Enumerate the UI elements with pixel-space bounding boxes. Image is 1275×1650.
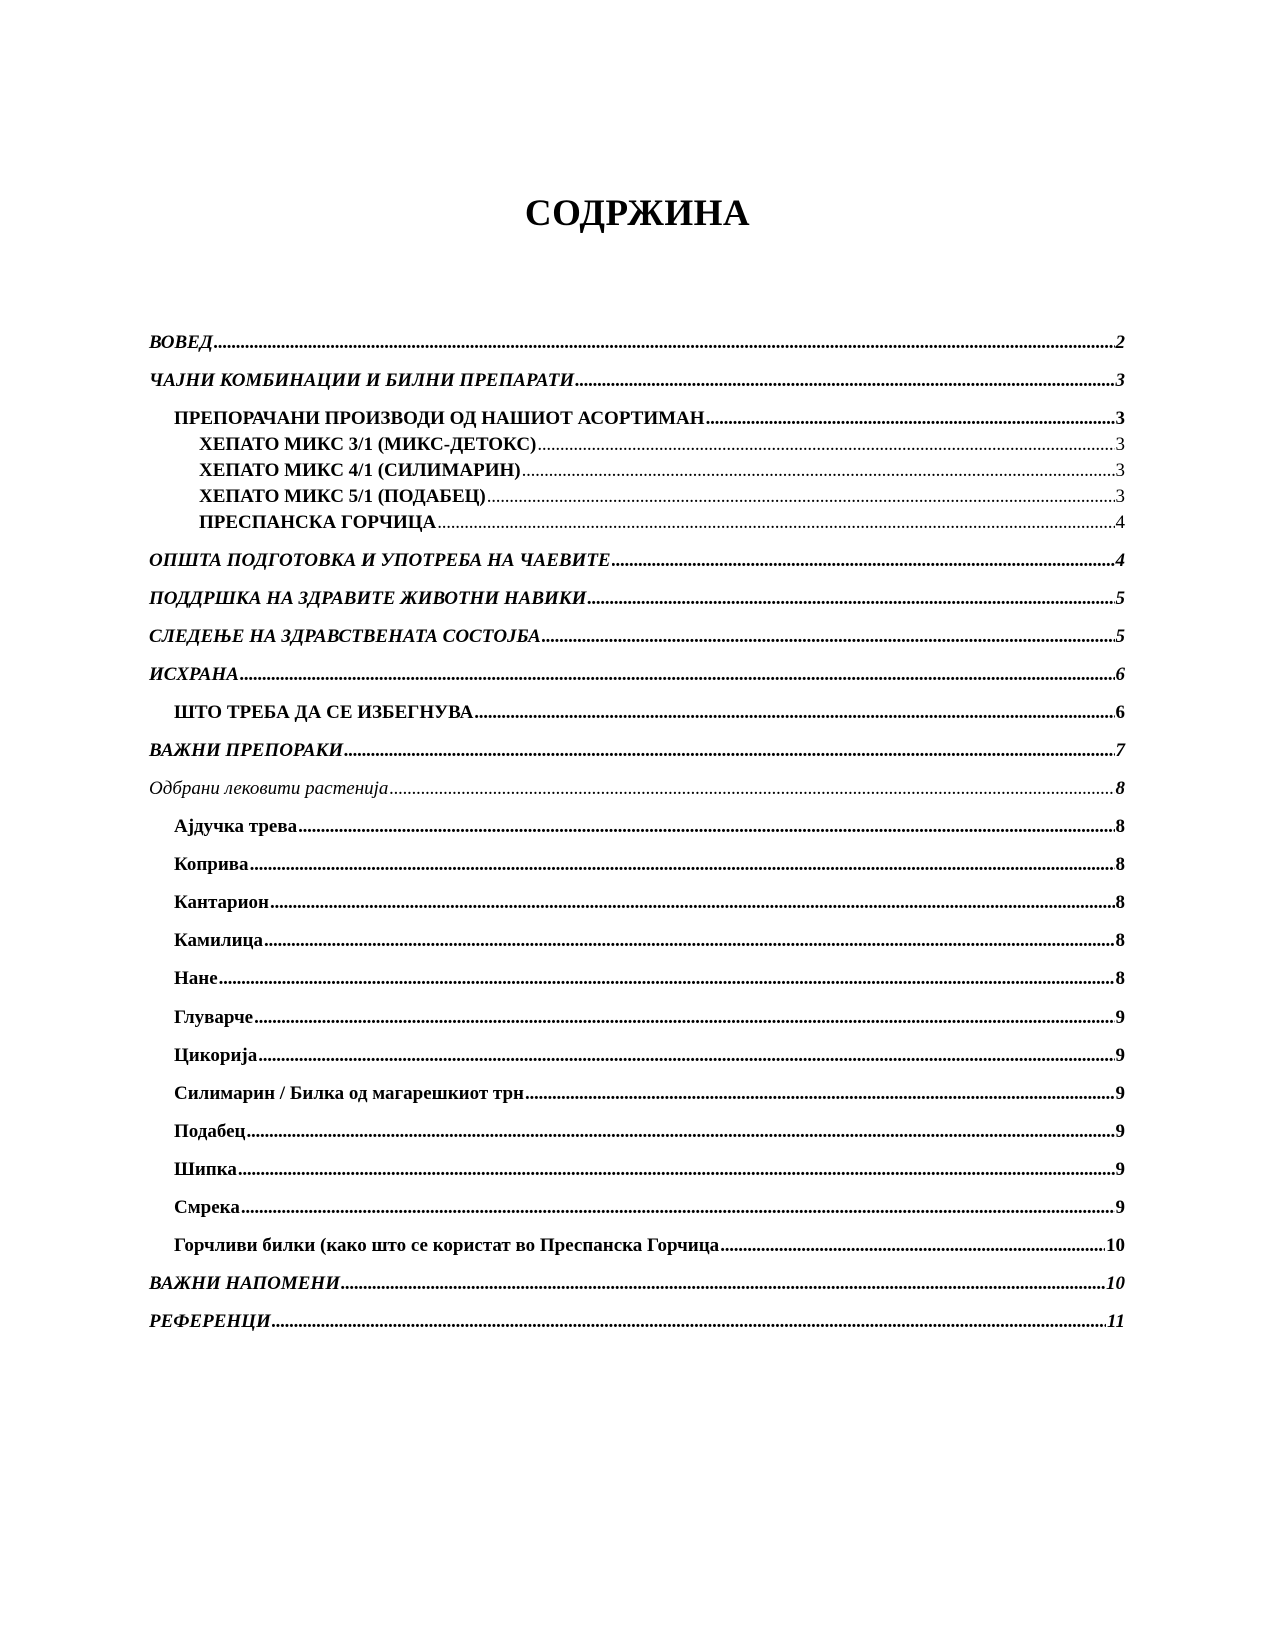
- toc-entry-bitter-herbs[interactable]: [174, 1235, 1125, 1257]
- toc-entry-label: Нане: [174, 968, 218, 989]
- dot-leader: [537, 434, 1114, 456]
- dot-leader: [487, 486, 1115, 508]
- toc-entry-page: 9: [1115, 1197, 1125, 1218]
- dot-leader: [474, 702, 1114, 724]
- toc-entry-page: 9: [1115, 1045, 1125, 1066]
- toc-entry-hepato-mix-5-1[interactable]: [199, 486, 1125, 508]
- toc-entry-page: 2: [1115, 332, 1125, 353]
- toc-entry-label: ОПШТА ПОДГОТОВКА И УПОТРЕБА НА ЧАЕВИТЕ: [149, 550, 611, 571]
- dot-leader: [240, 664, 1115, 686]
- toc-entry-label: Ајдучка трева: [174, 816, 298, 837]
- toc-entry-vovied[interactable]: [149, 332, 1125, 354]
- toc-entry-page: 11: [1107, 1311, 1125, 1332]
- dot-leader: [246, 1121, 1114, 1143]
- toc-entry-ajducka-treva[interactable]: [174, 816, 1125, 838]
- toc-entry-page: 9: [1115, 1121, 1125, 1142]
- toc-entry-page: 6: [1115, 702, 1125, 723]
- toc-entry-label: ВАЖНИ НАПОМЕНИ: [149, 1273, 340, 1294]
- toc-entry-label: ХЕПАТО МИКС 3/1 (МИКС-ДЕТОКС): [199, 434, 537, 455]
- toc-entry-label: Шипка: [174, 1159, 237, 1180]
- toc-entry-important-recommendations[interactable]: [149, 740, 1125, 762]
- toc-entry-label: ХЕПАТО МИКС 4/1 (СИЛИМАРИН): [199, 460, 521, 481]
- toc-entry-gluvarche[interactable]: [174, 1007, 1125, 1029]
- toc-entry-health-monitoring[interactable]: [149, 626, 1125, 648]
- toc-entry-silimarin[interactable]: [174, 1083, 1125, 1105]
- toc-entry-hepato-mix-3-1[interactable]: [199, 434, 1125, 456]
- toc-entry-page: 3: [1115, 370, 1125, 391]
- toc-entry-label: Горчливи билки (како што се користат во Преспанска Горчица: [174, 1235, 720, 1256]
- toc-entry-label: ПРЕПОРАЧАНИ ПРОИЗВОДИ ОД НАШИОТ АСОРТИМАН: [174, 408, 705, 429]
- toc-entry-page: 5: [1115, 588, 1125, 609]
- toc-entry-page: 3: [1115, 408, 1125, 429]
- toc-entry-shipka[interactable]: [174, 1159, 1125, 1181]
- toc-entry-cikorija[interactable]: [174, 1045, 1125, 1067]
- dot-leader: [264, 930, 1115, 952]
- toc-entry-important-notes[interactable]: [149, 1273, 1125, 1295]
- toc-entry-nutrition[interactable]: [149, 664, 1125, 686]
- toc-entry-label: ШТО ТРЕБА ДА СЕ ИЗБЕГНУВА: [174, 702, 474, 723]
- toc-entry-page: 4: [1115, 512, 1125, 533]
- toc-entry-smreka[interactable]: [174, 1197, 1125, 1219]
- toc-entry-page: 5: [1115, 626, 1125, 647]
- toc-entry-label: ПОДДРШКА НА ЗДРАВИТЕ ЖИВОТНИ НАВИКИ: [149, 588, 587, 609]
- toc-entry-label: ВОВЕД: [149, 332, 213, 353]
- toc-entry-label: ВАЖНИ ПРЕПОРАКИ: [149, 740, 344, 761]
- dot-leader: [389, 778, 1114, 800]
- dot-leader: [587, 588, 1114, 610]
- toc-entry-label: РЕФЕРЕНЦИ: [149, 1311, 271, 1332]
- toc-entry-page: 8: [1115, 816, 1125, 837]
- dot-leader: [525, 1083, 1114, 1105]
- toc-entry-page: 3: [1115, 486, 1125, 507]
- dot-leader: [238, 1159, 1115, 1181]
- toc-entry-page: 4: [1115, 550, 1125, 571]
- toc-entry-page: 10: [1106, 1273, 1125, 1294]
- toc-entry-general-preparation[interactable]: [149, 550, 1125, 572]
- toc-entry-tea-combinations[interactable]: [149, 370, 1125, 392]
- toc-entry-page: 9: [1115, 1159, 1125, 1180]
- toc-entry-page: 6: [1115, 664, 1125, 685]
- toc-entry-page: 3: [1115, 460, 1125, 481]
- toc-entry-kamilica[interactable]: [174, 930, 1125, 952]
- toc-entry-nane[interactable]: [174, 968, 1125, 990]
- dot-leader: [219, 968, 1115, 990]
- toc-entry-label: Силимарин / Билка од магарешкиот трн: [174, 1083, 525, 1104]
- dot-leader: [341, 1273, 1105, 1295]
- toc-entry-podabec[interactable]: [174, 1121, 1125, 1143]
- toc-entry-label: Кантарион: [174, 892, 269, 913]
- toc-entry-page: 10: [1106, 1235, 1125, 1256]
- dot-leader: [706, 408, 1115, 430]
- toc-entry-label: ИСХРАНА: [149, 664, 239, 685]
- toc-entry-page: 9: [1115, 1007, 1125, 1028]
- toc-entry-label: Смрека: [174, 1197, 240, 1218]
- dot-leader: [720, 1235, 1105, 1257]
- toc-entry-page: 3: [1115, 434, 1125, 455]
- dot-leader: [344, 740, 1114, 762]
- dot-leader: [254, 1007, 1114, 1029]
- dot-leader: [258, 1045, 1114, 1067]
- toc-entry-page: 8: [1115, 968, 1125, 989]
- dot-leader: [298, 816, 1114, 838]
- toc-entry-page: 9: [1115, 1083, 1125, 1104]
- page-title: СОДРЖИНА: [524, 193, 751, 234]
- dot-leader: [250, 854, 1115, 876]
- dot-leader: [542, 626, 1115, 648]
- toc-entry-kopriva[interactable]: [174, 854, 1125, 876]
- toc-entry-page: 8: [1115, 892, 1125, 913]
- dot-leader: [270, 892, 1115, 914]
- toc-entry-label: СЛЕДЕЊЕ НА ЗДРАВСТВЕНАТА СОСТОЈБА: [149, 626, 541, 647]
- toc-entry-references[interactable]: [149, 1311, 1125, 1333]
- dot-leader: [612, 550, 1115, 572]
- toc-entry-recommended-products[interactable]: [174, 408, 1125, 430]
- dot-leader: [214, 332, 1115, 354]
- toc-entry-prespanska-gorchica[interactable]: [199, 512, 1125, 534]
- toc-entry-page: 8: [1115, 930, 1125, 951]
- toc-entry-label: Цикорија: [174, 1045, 258, 1066]
- toc-entry-label: Коприва: [174, 854, 249, 875]
- toc-entry-label: ХЕПАТО МИКС 5/1 (ПОДАБЕЦ): [199, 486, 486, 507]
- dot-leader: [522, 460, 1115, 482]
- toc-entry-page: 8: [1115, 778, 1125, 799]
- toc-entry-label: ЧАЈНИ КОМБИНАЦИИ И БИЛНИ ПРЕПАРАТИ: [149, 370, 575, 391]
- toc-entry-hepato-mix-4-1[interactable]: [199, 460, 1125, 482]
- toc-entry-page: 7: [1115, 740, 1125, 761]
- toc-entry-label: Глуварче: [174, 1007, 254, 1028]
- toc-entry-label: Одбрани лековити растенија: [149, 778, 389, 799]
- toc-entry-label: ПРЕСПАНСКА ГОРЧИЦА: [199, 512, 437, 533]
- toc-entry-kantarion[interactable]: [174, 892, 1125, 914]
- toc-entry-selected-plants[interactable]: [149, 778, 1125, 800]
- toc-entry-what-to-avoid[interactable]: [174, 702, 1125, 724]
- toc-entry-healthy-habits[interactable]: [149, 588, 1125, 610]
- dot-leader: [272, 1311, 1106, 1333]
- toc-entry-label: Подабец: [174, 1121, 246, 1142]
- dot-leader: [437, 512, 1114, 534]
- toc-entry-page: 8: [1115, 854, 1125, 875]
- toc-entry-label: Камилица: [174, 930, 263, 951]
- dot-leader: [241, 1197, 1115, 1219]
- dot-leader: [575, 370, 1114, 392]
